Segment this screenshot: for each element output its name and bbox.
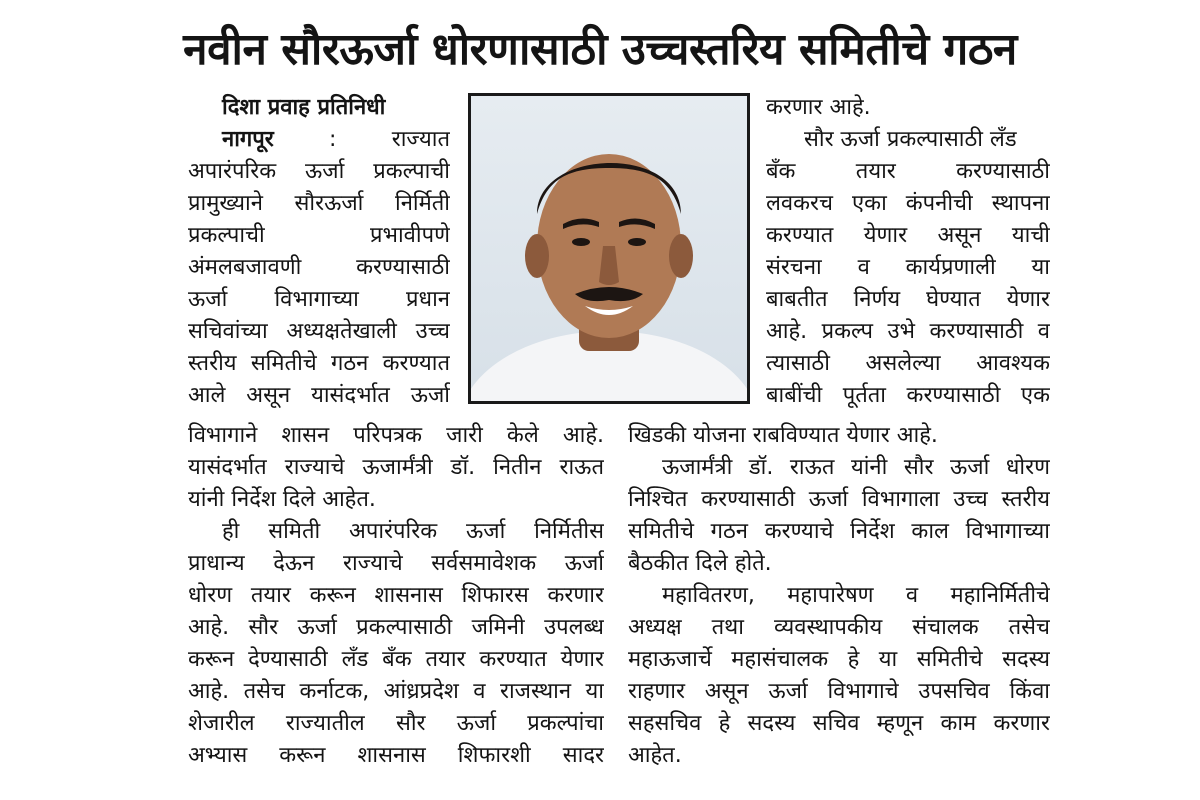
right-bottom-line: आहेत. bbox=[628, 743, 682, 768]
left-top-line: ऊर्जा विभागाच्या प्रधान bbox=[188, 287, 450, 312]
left-top-line: अपारंपरिक ऊर्जा प्रकल्पाची bbox=[188, 159, 450, 184]
headline: नवीन सौरऊर्जा धोरणासाठी उच्चस्तरिय समितीचे गठन bbox=[183, 24, 1017, 75]
left-bottom-line: धोरण तयार करून शासनास शिफारस करणार bbox=[188, 583, 604, 608]
right-top-line: बाबींची पूर्तता करण्यासाठी एक bbox=[766, 383, 1050, 408]
portrait-photo bbox=[468, 93, 750, 404]
right-bottom-line: बैठकीत दिले होते. bbox=[628, 551, 772, 576]
right-bottom-line: निश्चित करण्यासाठी ऊर्जा विभागाला उच्च स्तरीय bbox=[628, 487, 1050, 512]
left-top-lines bbox=[188, 156, 450, 412]
dateline bbox=[188, 124, 450, 156]
right-bottom-line: महावितरण, महापारेषण व महानिर्मितीचे bbox=[662, 583, 1050, 608]
right-bottom-lines bbox=[628, 420, 1050, 772]
portrait-illustration bbox=[471, 96, 747, 401]
left-bottom-line: आहे. सौर ऊर्जा प्रकल्पासाठी जमिनी उपलब्ध bbox=[188, 615, 604, 640]
left-bottom-line: यांनी निर्देश दिले आहेत. bbox=[188, 487, 376, 512]
right-top-lines bbox=[766, 92, 1050, 412]
left-bottom-line: ही समिती अपारंपरिक ऊर्जा निर्मितीस bbox=[222, 519, 604, 544]
right-bottom-line: खिडकी योजना राबविण्यात येणार आहे. bbox=[628, 423, 938, 448]
right-top-line: बँक तयार करण्यासाठी bbox=[766, 159, 1050, 184]
right-top-line: सौर ऊर्जा प्रकल्पासाठी लँड bbox=[804, 127, 1017, 152]
right-top-line: लवकरच एका कंपनीची स्थापना bbox=[766, 191, 1050, 216]
dateline-text: राज्यात bbox=[391, 127, 450, 152]
left-top-line: प्रामुख्याने सौरऊर्जा निर्मिती bbox=[188, 191, 450, 216]
left-column-bottom bbox=[188, 420, 604, 772]
byline: दिशा प्रवाह प्रतिनिधी bbox=[222, 95, 386, 120]
left-top-line: अंमलबजावणी करण्यासाठी bbox=[188, 255, 450, 280]
dateline-place: नागपूर bbox=[222, 127, 274, 152]
portrait-right-ear bbox=[669, 234, 693, 278]
left-bottom-line: यासंदर्भात राज्याचे ऊजार्मंत्री डॉ. नितीन राऊत bbox=[188, 455, 604, 480]
right-bottom-line: ऊजार्मंत्री डॉ. राऊत यांनी सौर ऊर्जा धोरण bbox=[662, 455, 1050, 480]
right-top-line: करण्यात येणार असून याची bbox=[766, 223, 1050, 248]
right-bottom-line: महाऊजार्चे महासंचालक हे या समितीचे सदस्य bbox=[628, 647, 1050, 672]
right-top-line: आहे. प्रकल्प उभे करण्यासाठी व bbox=[766, 319, 1050, 344]
right-top-line: बाबतीत निर्णय घेण्यात येणार bbox=[766, 287, 1050, 312]
left-bottom-line: प्राधान्य देऊन राज्याचे सर्वसमावेशक ऊर्जा bbox=[188, 551, 604, 576]
left-bottom-line: आहे. तसेच कर्नाटक, आंध्रप्रदेश व राजस्थान या bbox=[188, 679, 604, 704]
right-top-line: करणार आहे. bbox=[766, 95, 871, 120]
left-top-line: स्तरीय समितीचे गठन करण्यात bbox=[188, 351, 450, 376]
portrait-left-ear bbox=[525, 234, 549, 278]
left-bottom-line: करून देण्यासाठी लँड बँक तयार करण्यात येणार bbox=[188, 647, 604, 672]
right-column-top bbox=[766, 92, 1050, 412]
left-bottom-lines bbox=[188, 420, 604, 772]
right-column-bottom bbox=[628, 420, 1050, 772]
right-bottom-line: राहणार असून ऊर्जा विभागाचे उपसचिव किंवा bbox=[628, 679, 1050, 704]
right-top-line: त्यासाठी असलेल्या आवश्यक bbox=[766, 351, 1050, 376]
left-top-line: प्रकल्पाची प्रभावीपणे bbox=[188, 223, 450, 248]
right-bottom-line: सहसचिव हे सदस्य सचिव म्हणून काम करणार bbox=[628, 711, 1050, 736]
portrait-left-eye bbox=[572, 238, 590, 246]
dateline-separator: : bbox=[329, 127, 337, 152]
right-bottom-line: समितीचे गठन करण्याचे निर्देश काल विभागाच्या bbox=[628, 519, 1050, 544]
left-top-line: सचिवांच्या अध्यक्षतेखाली उच्च bbox=[188, 319, 450, 344]
left-bottom-line: शेजारील राज्यातील सौर ऊर्जा प्रकल्पांचा bbox=[188, 711, 604, 736]
portrait-right-eye bbox=[628, 238, 646, 246]
left-top-line: आले असून यासंदर्भात ऊर्जा bbox=[188, 383, 450, 408]
right-bottom-line: अध्यक्ष तथा व्यवस्थापकीय संचालक तसेच bbox=[628, 615, 1050, 640]
left-bottom-line: अभ्यास करून शासनास शिफारशी सादर bbox=[188, 743, 604, 768]
left-bottom-line: विभागाने शासन परिपत्रक जारी केले आहे. bbox=[188, 423, 604, 448]
left-column-top bbox=[188, 92, 450, 412]
right-top-line: संरचना व कार्यप्रणाली या bbox=[766, 255, 1050, 280]
